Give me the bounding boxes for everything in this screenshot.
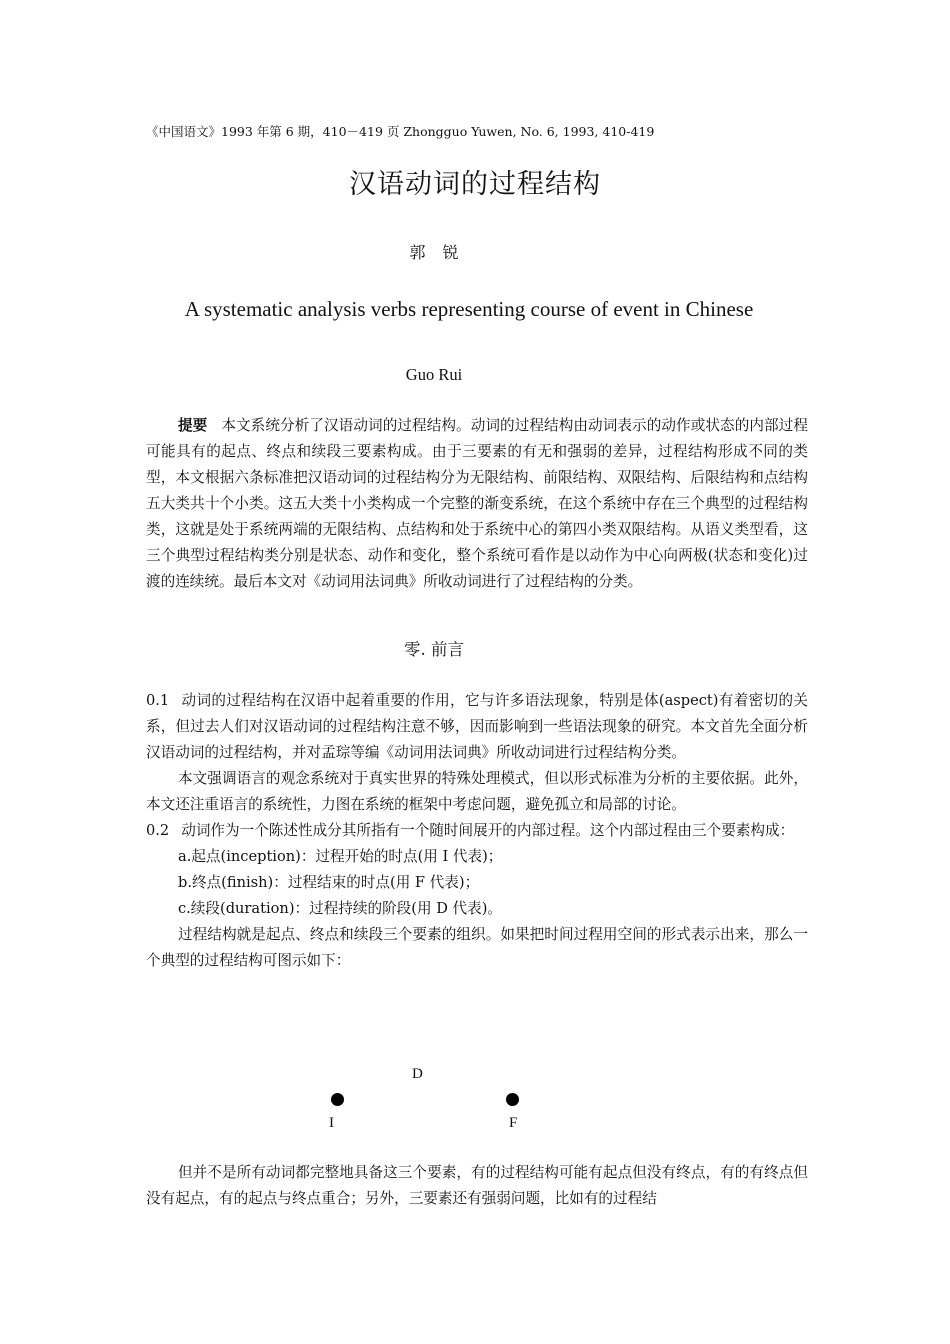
paragraph-0-2: 0.2 动词作为一个陈述性成分其所指有一个随时间展开的内部过程。这个内部过程由三个要素构成： <box>146 822 795 839</box>
inception-point <box>331 1093 344 1106</box>
finish-point <box>506 1093 519 1106</box>
paragraph-number: 0.1 <box>146 692 170 709</box>
author-name: 郭 锐 <box>409 243 459 262</box>
label-duration: D <box>412 1066 423 1082</box>
section-title: 零. 前言 <box>404 640 464 659</box>
abstract <box>146 413 808 595</box>
list-item-a: a.起点(inception)：过程开始的时点(用 I 代表)； <box>178 848 503 865</box>
paragraph-0-1: 0.1 动词的过程结构在汉语中起着重要的作用，它与许多语法现象，特别是体(aspect)有着密切的关系，但过去人们对汉语动词的过程结构注意不够，因而影响到一些语法现象的研究。本文首先全面分析汉语动词的过程结构，并对孟琮等编《动词用法词典》所收动词进行过程结构分类。 <box>146 692 808 761</box>
paragraph: 过程结构就是起点、终点和续段三个要素的组织。如果把时间过程用空间的形式表示出来，那么一个典型的过程结构可图示如下： <box>146 926 808 969</box>
journal-citation: 《中国语文》1993 年第 6 期，410－419 页 Zhongguo Yuwen, No. 6, 1993, 410-419 <box>146 124 655 139</box>
paragraph: 但并不是所有动词都完整地具备这三个要素，有的过程结构可能有起点但没有终点，有的有终点但没有起点，有的起点与终点重合；另外，三要素还有强弱问题，比如有的过程结 <box>146 1164 808 1207</box>
paper-title: 汉语动词的过程结构 <box>349 169 601 200</box>
list-item-b: b.终点(finish)：过程结束的时点(用 F 代表)； <box>178 874 480 891</box>
list-item-c: c.续段(duration)：过程持续的阶段(用 D 代表)。 <box>178 900 503 917</box>
paragraph-number: 0.2 <box>146 822 170 839</box>
english-author: Guo Rui <box>405 365 463 384</box>
english-title: A systematic analysis verbs representing course of event in Chinese <box>184 297 754 321</box>
label-inception: I <box>329 1115 334 1131</box>
process-structure-diagram <box>300 1062 560 1142</box>
label-finish: F <box>509 1115 518 1131</box>
body-text <box>146 688 808 974</box>
abstract-text: 本文系统分析了汉语动词的过程结构。动词的过程结构由动词表示的动作或状态的内部过程可能具有的起点、终点和续段三要素构成。由于三要素的有无和强弱的差异，过程结构形成不同的类型，本文根据六条标准把汉语动词的过程结构分为无限结构、前限结构、双限结构、后限结构和点结构五大类共十个小类。这五大类十小类构成一个完整的渐变系统，在这个系统中存在三个典型的过程结构类，这就是处于系统两端的无限结构、点结构和处于系统中心的第四小类双限结构。从语义类型看，这三个典型过程结构类分别是状态、动作和变化，整个系统可看作是以动作为中心向两极(状态和变化)过渡的连续统。最后本文对《动词用法词典》所收动词进行了过程结构的分类。 <box>146 417 808 590</box>
paragraph: 本文强调语言的观念系统对于真实世界的特殊处理模式，但以形式标准为分析的主要依据。此外，本文还注重语言的系统性，力图在系统的框架中考虑问题，避免孤立和局部的讨论。 <box>146 770 808 813</box>
abstract-label: 提要 <box>178 417 208 434</box>
